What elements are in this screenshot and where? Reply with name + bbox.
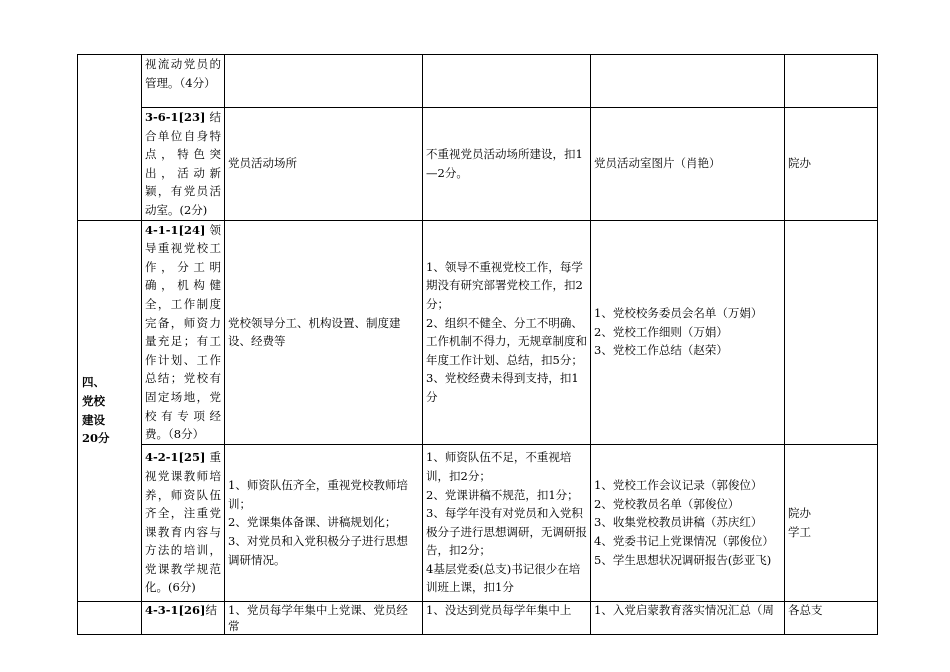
department-cell: 各总支 [785, 601, 878, 634]
table-row [78, 601, 878, 634]
deduction-cell: 1、师资队伍不足，不重视培训，扣2分； 2、党课讲稿不规范，扣1分； 3、每学年没有对党员和入党积极分子进行思想调研，无调研报告，扣2分； 4基层党委(总支)书记很少在培训班上课，扣1分 [423, 444, 591, 601]
criterion-cell: 4-1-1[24]领导重视党校工作，分工明确，机构健全，工作制度完备，师资力量充足；有工作计划、工作总结；党校有固定场地，党校有专项经费。（8分） [142, 220, 225, 444]
deduction-cell: 1、没达到党员每学年集中上 [423, 601, 591, 634]
deduction-cell [423, 55, 591, 108]
content-cell [225, 55, 423, 108]
department-cell: 院办 学工 [785, 444, 878, 601]
criterion-code: 4-3-1[26] [145, 602, 206, 617]
criterion-cell: 4-3-1[26]结 [142, 601, 225, 634]
criterion-cell: 3-6-1[23]结合单位自身特点，特色突出，活动新颖，有党员活动室。(2分) [142, 108, 225, 221]
materials-cell: 1、党校工作会议记录（郭俊位） 2、党校教员名单（郭俊位） 3、收集党校教员讲稿（苏庆红） 4、党委书记上党课情况（郭俊位） 5、学生思想状况调研报告(彭亚飞) [591, 444, 785, 601]
criterion-code: 4-1-1[24] [145, 222, 206, 237]
criterion-cell: 4-2-1[25]重视党课教师培养，师资队伍齐全，注重党课教育内容与方法的培训，党课教学规范化。(6分) [142, 444, 225, 601]
deduction-cell: 不重视党员活动场所建设，扣1—2分。 [423, 108, 591, 221]
table-row [78, 55, 878, 108]
department-cell [785, 220, 878, 444]
criterion-code: 4-2-1[25] [145, 450, 206, 465]
criterion-code: 3-6-1[23] [145, 110, 206, 124]
deduction-cell: 1、领导不重视党校工作，每学期没有研究部署党校工作，扣2分； 2、组织不健全、分工不明确、工作机制不得力，无规章制度和年度工作计划、总结，扣5分； 3、党校经费未得到支持，扣1分 [423, 220, 591, 444]
evaluation-table [77, 54, 878, 635]
materials-cell [591, 55, 785, 108]
content-cell: 1、党员每学年集中上党课、党员经常 [225, 601, 423, 634]
section-cell [78, 55, 142, 221]
section-number: 四、 [82, 375, 105, 390]
section-score: 20分 [82, 431, 110, 446]
section-title: 建设 [82, 412, 105, 427]
section-cell [78, 220, 142, 601]
table-row [78, 444, 878, 601]
materials-cell: 1、党校校务委员会名单（万娟） 2、党校工作细则（万娟） 3、党校工作总结（赵荣） [591, 220, 785, 444]
content-cell: 党员活动场所 [225, 108, 423, 221]
materials-cell: 1、入党启蒙教育落实情况汇总（周 [591, 601, 785, 634]
table-row [78, 220, 878, 444]
table-row [78, 108, 878, 221]
content-cell: 党校领导分工、机构设置、制度建设、经费等 [225, 220, 423, 444]
content-cell: 1、师资队伍齐全，重视党校教师培训； 2、党课集体备课、讲稿规划化； 3、对党员和入党积极分子进行思想调研情况。 [225, 444, 423, 601]
materials-cell: 党员活动室图片（肖艳） [591, 108, 785, 221]
department-cell [785, 55, 878, 108]
criterion-cell: 视流动党员的管理。（4分） [142, 55, 225, 108]
section-cell [78, 601, 142, 634]
section-title: 党校 [82, 394, 105, 409]
department-cell: 院办 [785, 108, 878, 221]
